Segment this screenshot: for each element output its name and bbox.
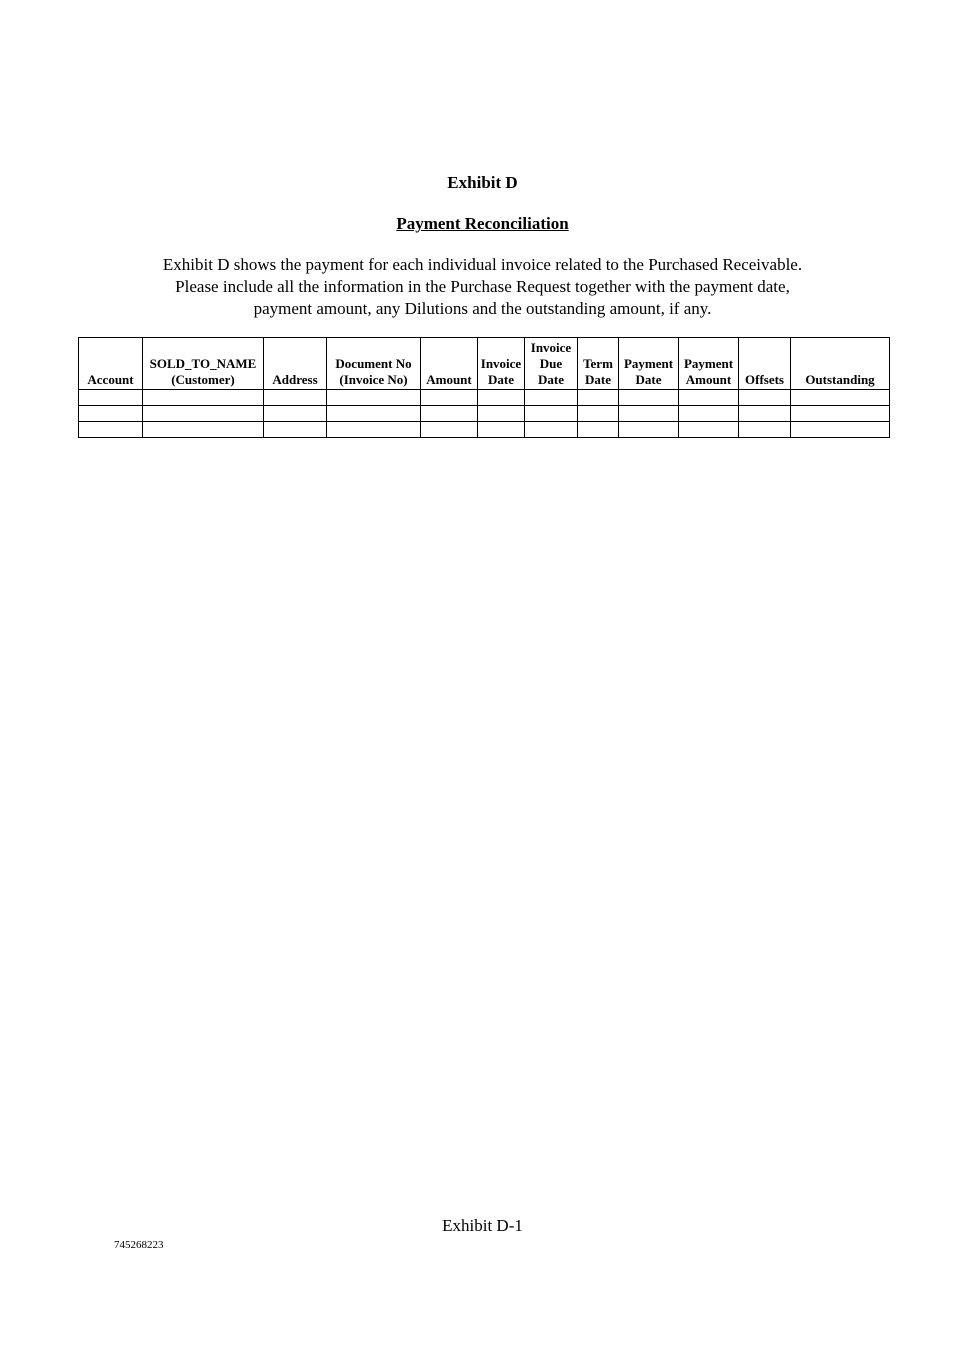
table-cell [619, 390, 679, 406]
section-title: Payment Reconciliation [396, 214, 569, 233]
exhibit-title: Exhibit D [447, 173, 518, 192]
column-header-invoice-date: Invoice Date [478, 338, 525, 390]
column-header-invoice-due-date: Invoice Due Date [525, 338, 578, 390]
table-row [79, 390, 890, 406]
column-header-amount: Amount [421, 338, 478, 390]
table-cell [478, 406, 525, 422]
column-header-document-no: Document No (Invoice No) [327, 338, 421, 390]
table-cell [525, 422, 578, 438]
table-cell [143, 390, 264, 406]
table-row [79, 422, 890, 438]
intro-paragraph [100, 254, 865, 320]
column-header-payment-date: Payment Date [619, 338, 679, 390]
table-cell [525, 390, 578, 406]
table-cell [327, 390, 421, 406]
table-row [79, 406, 890, 422]
document-number: 745268223 [114, 1239, 164, 1251]
table-cell [143, 422, 264, 438]
table-cell [578, 406, 619, 422]
table-cell [619, 406, 679, 422]
table-cell [679, 422, 739, 438]
table-cell [79, 406, 143, 422]
table-cell [791, 406, 890, 422]
table-cell [525, 406, 578, 422]
table-cell [739, 390, 791, 406]
table-cell [421, 406, 478, 422]
column-header-outstanding: Outstanding [791, 338, 890, 390]
table-cell [791, 422, 890, 438]
table-cell [327, 406, 421, 422]
column-header-sold-to-name: SOLD_TO_NAME (Customer) [143, 338, 264, 390]
table-cell [327, 422, 421, 438]
column-header-address: Address [264, 338, 327, 390]
payment-reconciliation-table [78, 337, 890, 438]
table-header-row [79, 338, 890, 390]
table-cell [739, 406, 791, 422]
column-header-offsets: Offsets [739, 338, 791, 390]
intro-line: payment amount, any Dilutions and the outstanding amount, if any. [253, 299, 712, 318]
table-cell [421, 422, 478, 438]
table-cell [679, 390, 739, 406]
table-cell [679, 406, 739, 422]
intro-line: Please include all the information in the Purchase Request together with the payment date, [175, 277, 790, 296]
table-cell [578, 422, 619, 438]
page-footer-label: Exhibit D-1 [442, 1216, 523, 1235]
table-cell [264, 422, 327, 438]
table-cell [478, 390, 525, 406]
table-cell [79, 422, 143, 438]
table-cell [264, 390, 327, 406]
column-header-term-date: Term Date [578, 338, 619, 390]
intro-line: Exhibit D shows the payment for each individual invoice related to the Purchased Receivable. [162, 255, 803, 274]
table-cell [478, 422, 525, 438]
table-cell [421, 390, 478, 406]
column-header-account: Account [79, 338, 143, 390]
column-header-payment-amount: Payment Amount [679, 338, 739, 390]
table-cell [619, 422, 679, 438]
table-cell [79, 390, 143, 406]
table-cell [143, 406, 264, 422]
table-cell [578, 390, 619, 406]
table-cell [739, 422, 791, 438]
table-cell [791, 390, 890, 406]
table-cell [264, 406, 327, 422]
